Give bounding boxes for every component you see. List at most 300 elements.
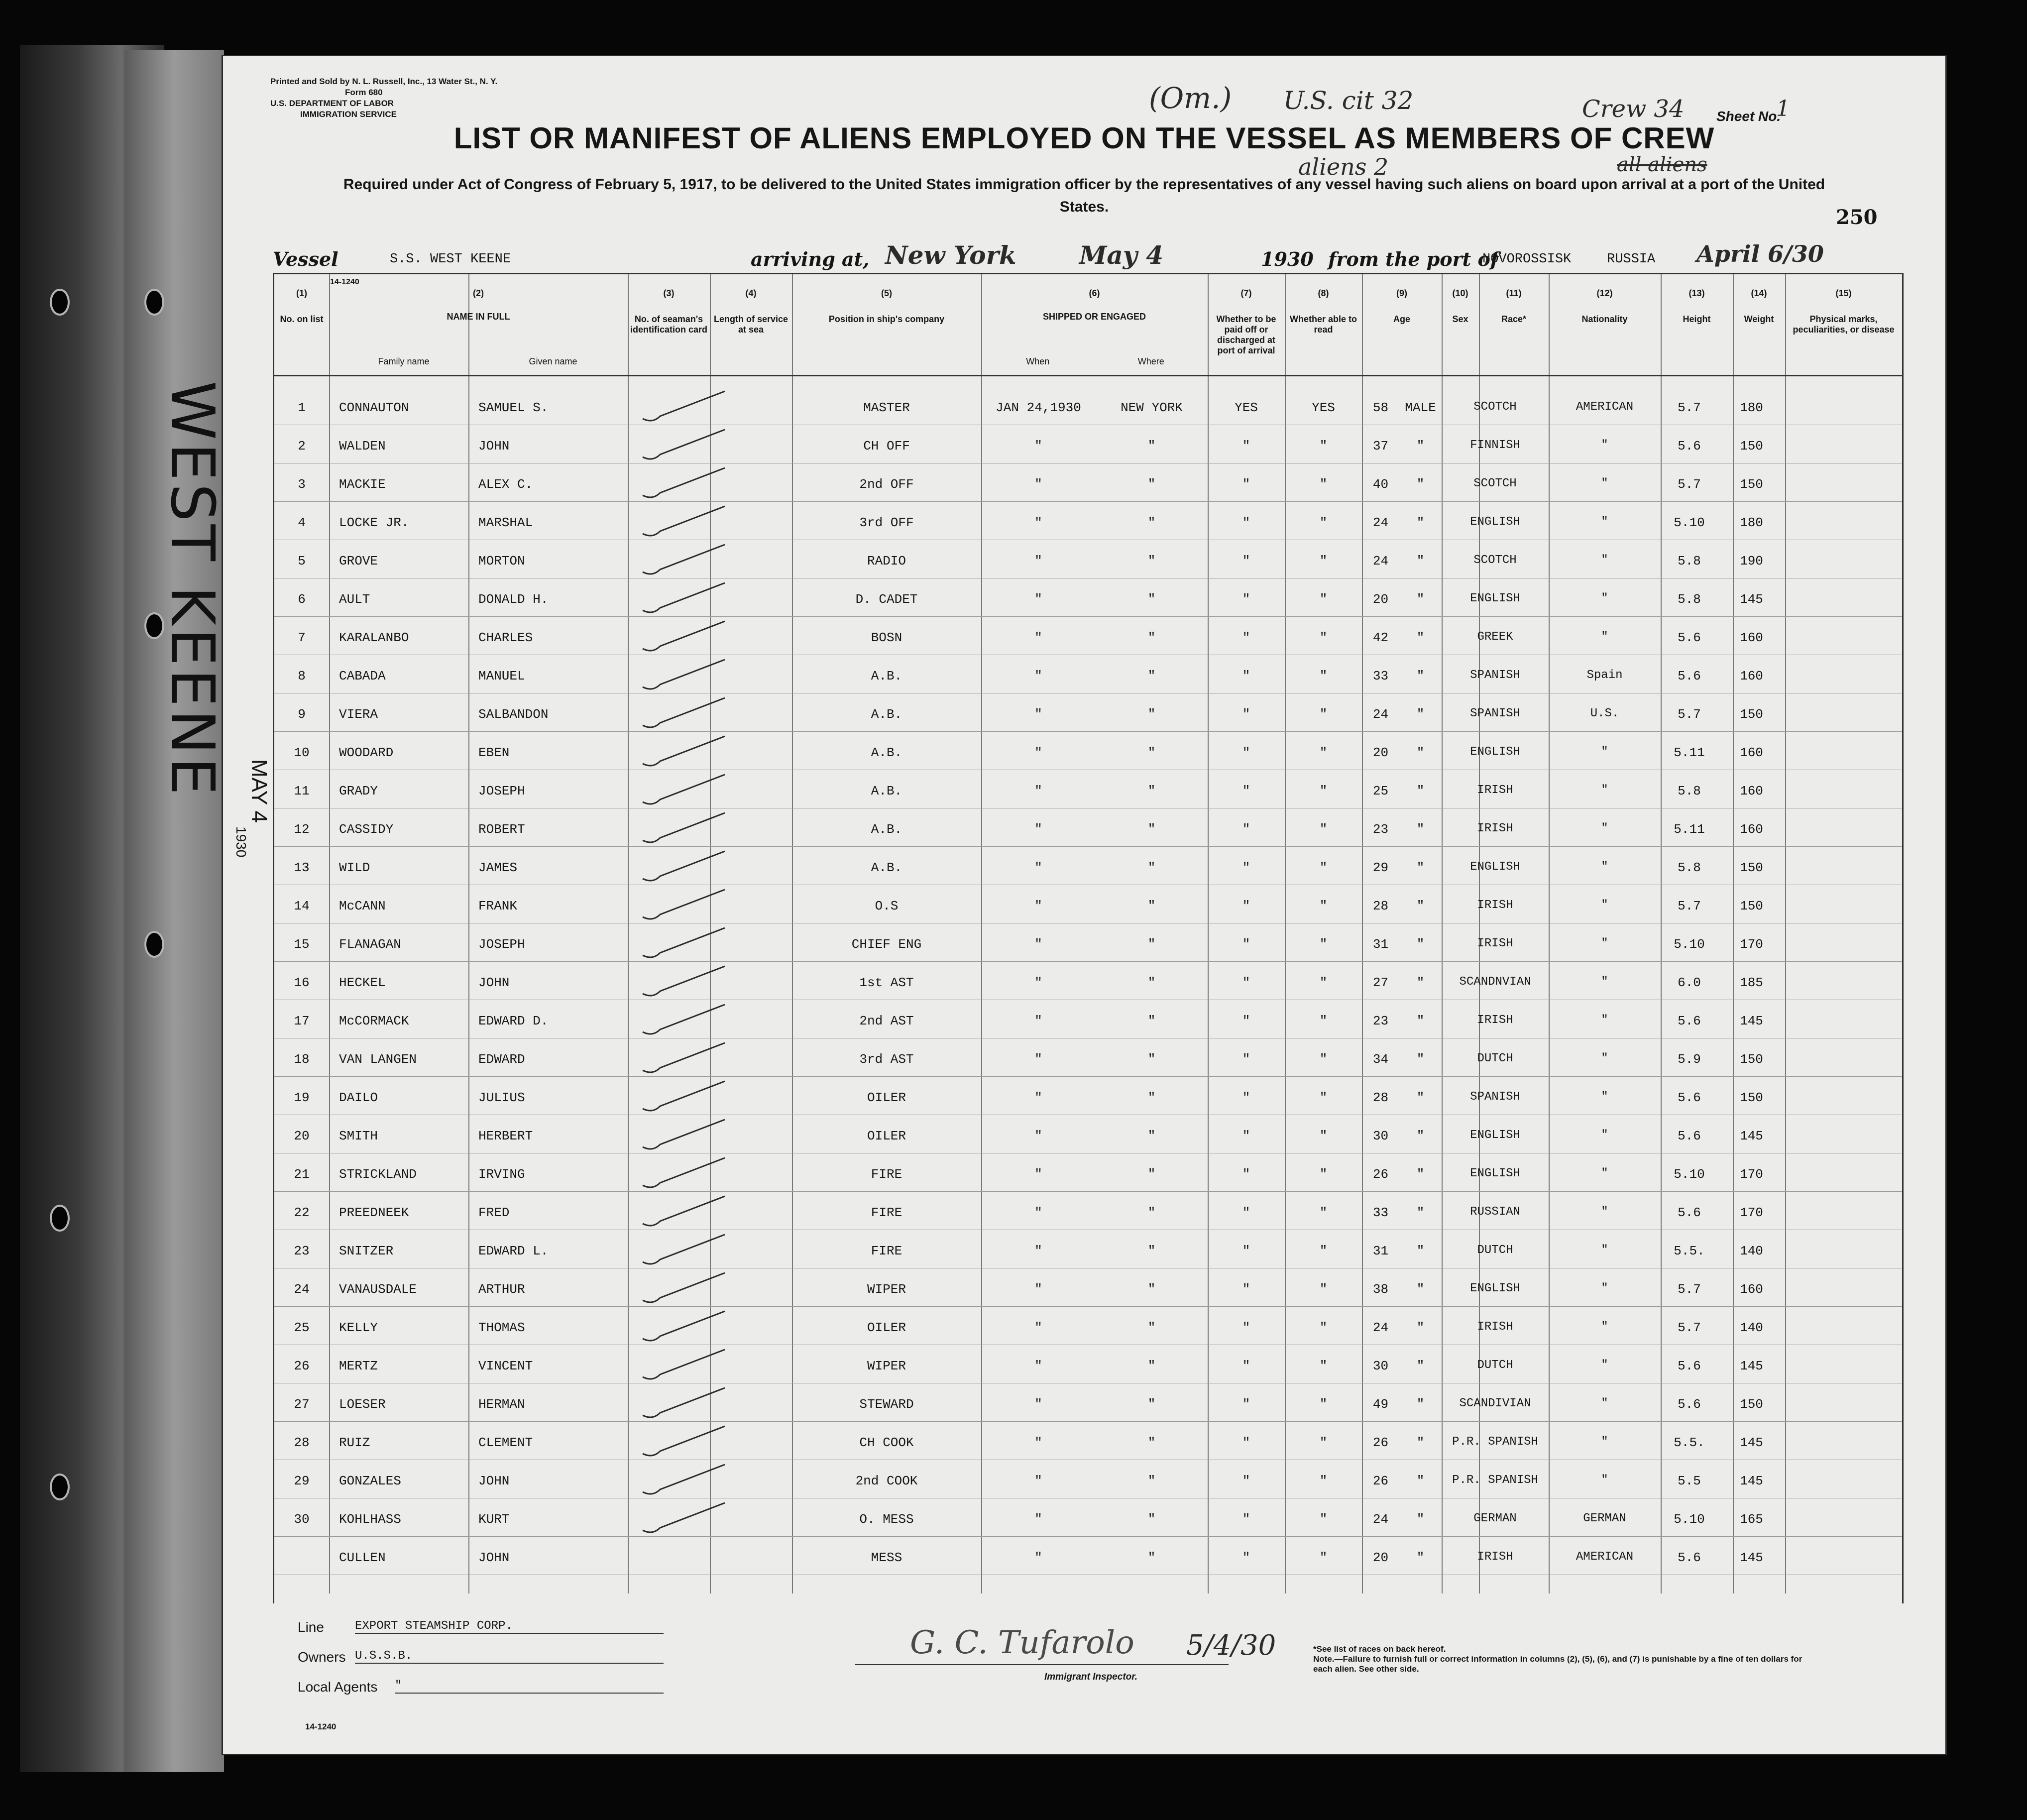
check-mark [640, 619, 730, 654]
cell-when: " [1034, 1397, 1042, 1412]
steamship-line: EXPORT STEAMSHIP CORP. [355, 1619, 664, 1634]
cell-when: " [1034, 860, 1042, 875]
handwritten-aliens-count: aliens 2 [1298, 153, 1389, 180]
check-mark [640, 887, 730, 922]
cell-sex: " [1416, 1359, 1425, 1373]
column-rule [1661, 274, 1662, 1593]
cell-paid: " [1242, 592, 1250, 607]
cell-where: " [1147, 1359, 1156, 1373]
cell-given: DONALD H. [478, 592, 549, 607]
cell-where: " [1147, 1474, 1156, 1488]
cell-no: 3 [298, 477, 306, 492]
cell-race: ENGLISH [1470, 1129, 1520, 1142]
cell-family: KARALANBO [339, 630, 409, 645]
cell-where: " [1147, 899, 1156, 913]
cell-age: 58 [1372, 400, 1389, 415]
cell-age: 25 [1372, 784, 1389, 798]
cell-position: A.B. [871, 707, 902, 722]
check-mark [640, 504, 730, 539]
cell-paid: " [1242, 1167, 1250, 1182]
check-mark [640, 465, 730, 500]
cell-given: JOHN [478, 1474, 510, 1488]
cell-family: FLANAGAN [339, 937, 401, 952]
cell-read: " [1319, 1052, 1328, 1067]
cell-sex: " [1416, 1397, 1425, 1412]
cell-paid: " [1242, 554, 1250, 569]
cell-height: 5.8 [1678, 784, 1701, 798]
cell-sex: " [1416, 899, 1425, 913]
cell-when: " [1034, 439, 1042, 454]
cell-height: 5.11 [1674, 745, 1705, 760]
cell-nationality: " [1601, 1205, 1608, 1219]
cell-where: " [1147, 1550, 1156, 1565]
column-number: (6) [1089, 288, 1100, 298]
cell-family: CULLEN [339, 1550, 386, 1565]
cell-race: ENGLISH [1470, 1282, 1520, 1295]
cell-nationality: " [1601, 1014, 1608, 1027]
cell-no: 20 [294, 1129, 310, 1143]
cell-nationality: " [1601, 1129, 1608, 1142]
cell-height: 5.8 [1678, 554, 1701, 569]
cell-paid: " [1242, 784, 1250, 798]
cell-position: A.B. [871, 784, 902, 798]
cell-when: " [1034, 669, 1042, 683]
cell-position: A.B. [871, 669, 902, 683]
cell-paid: " [1242, 1474, 1250, 1488]
cell-no: 30 [294, 1512, 310, 1527]
cell-nationality: " [1601, 477, 1608, 490]
cell-paid: " [1242, 1014, 1250, 1028]
cell-when: " [1034, 1205, 1042, 1220]
cell-age: 26 [1372, 1474, 1389, 1488]
cell-position: A.B. [871, 745, 902, 760]
check-mark [640, 389, 730, 424]
departure-date: April 6/30 [1696, 240, 1824, 267]
cell-when: " [1034, 1167, 1042, 1182]
check-mark [640, 427, 730, 462]
cell-read: " [1319, 1359, 1328, 1373]
cell-when: " [1034, 592, 1042, 607]
cell-age: 20 [1372, 1550, 1389, 1565]
column-rule [1479, 274, 1480, 1593]
inspector-date: 5/4/30 [1186, 1629, 1276, 1662]
cell-given: JOHN [478, 439, 510, 454]
column-number: (1) [296, 288, 307, 298]
cell-race: IRISH [1477, 1320, 1513, 1334]
cell-paid: " [1242, 822, 1250, 837]
cell-height: 5.6 [1678, 1129, 1701, 1143]
cell-height: 5.10 [1674, 937, 1705, 952]
cell-position: MASTER [863, 400, 910, 415]
cell-read: " [1319, 515, 1328, 530]
cell-position: 3rd AST [859, 1052, 914, 1067]
cell-family: SMITH [339, 1129, 378, 1143]
cell-weight: 140 [1740, 1320, 1763, 1335]
cell-given: JOHN [478, 1550, 510, 1565]
cell-paid: " [1242, 515, 1250, 530]
cell-given: IRVING [478, 1167, 525, 1182]
column-rule [1285, 274, 1286, 1593]
service-label: IMMIGRATION SERVICE [300, 110, 397, 119]
cell-when: " [1034, 477, 1042, 492]
binder-hole [50, 1474, 70, 1500]
cell-given: SALBANDON [478, 707, 549, 722]
column-number: (12) [1596, 288, 1613, 298]
check-mark [640, 925, 730, 960]
column-rule [792, 274, 793, 1593]
cell-given: KURT [478, 1512, 510, 1527]
cell-race: SCANDNVIAN [1459, 975, 1531, 989]
cell-position: 2nd AST [859, 1014, 914, 1028]
cell-no: 26 [294, 1359, 310, 1373]
cell-read: " [1319, 745, 1328, 760]
cell-sex: " [1416, 745, 1425, 760]
cell-paid: YES [1235, 400, 1258, 415]
cell-read: " [1319, 477, 1328, 492]
line-label: Line [298, 1619, 324, 1635]
cell-race: ENGLISH [1470, 860, 1520, 874]
column-rule [1362, 274, 1363, 1593]
column-header: No. on list [280, 314, 324, 324]
cell-weight: 165 [1740, 1512, 1763, 1527]
cell-weight: 185 [1740, 975, 1763, 990]
race-note: *See list of races on back hereof. [1313, 1644, 1446, 1654]
cell-paid: " [1242, 630, 1250, 645]
cell-position: 3rd OFF [859, 515, 914, 530]
cell-family: GONZALES [339, 1474, 401, 1488]
cell-no: 17 [294, 1014, 310, 1028]
cell-given: MANUEL [478, 669, 525, 683]
cell-nationality: " [1601, 1282, 1608, 1295]
cell-paid: " [1242, 937, 1250, 952]
cell-nationality: " [1601, 822, 1608, 835]
cell-paid: " [1242, 1512, 1250, 1527]
column-number: (13) [1689, 288, 1705, 298]
cell-nationality: " [1601, 745, 1608, 759]
column-number: (11) [1506, 288, 1522, 298]
column-header: Physical marks, peculiarities, or disease [1793, 314, 1895, 335]
cell-family: AULT [339, 592, 370, 607]
cell-sex: MALE [1405, 400, 1436, 415]
cell-read: " [1319, 669, 1328, 683]
cell-age: 27 [1372, 975, 1389, 990]
cell-nationality: " [1601, 554, 1608, 567]
column-subheader: Given name [529, 356, 577, 366]
cell-height: 5.10 [1674, 515, 1705, 530]
cell-age: 30 [1372, 1359, 1389, 1373]
cell-when: " [1034, 784, 1042, 798]
cell-given: EBEN [478, 745, 510, 760]
cell-where: " [1147, 707, 1156, 722]
cell-given: JOSEPH [478, 784, 525, 798]
cell-position: 2nd COOK [855, 1474, 918, 1488]
cell-position: OILER [867, 1090, 906, 1105]
cell-family: SNITZER [339, 1244, 394, 1258]
column-number: (3) [663, 288, 675, 298]
cell-weight: 145 [1740, 1014, 1763, 1028]
cell-given: EDWARD L. [478, 1244, 549, 1258]
cell-where: " [1147, 784, 1156, 798]
cell-nationality: Spain [1586, 669, 1623, 682]
cell-family: LOESER [339, 1397, 386, 1412]
cell-given: FRANK [478, 899, 518, 913]
cell-where: " [1147, 1090, 1156, 1105]
cell-read: " [1319, 1397, 1328, 1412]
cell-paid: " [1242, 1205, 1250, 1220]
column-header: No. of seaman's identification card [630, 314, 708, 335]
cell-where: " [1147, 1282, 1156, 1297]
cell-when: " [1034, 1320, 1042, 1335]
cell-where: " [1147, 515, 1156, 530]
cell-where: " [1147, 1435, 1156, 1450]
cell-no: 29 [294, 1474, 310, 1488]
cell-no: 25 [294, 1320, 310, 1335]
cell-weight: 145 [1740, 592, 1763, 607]
cell-height: 5.6 [1678, 1397, 1701, 1412]
cell-age: 33 [1372, 669, 1389, 683]
column-subheader: Where [1137, 356, 1164, 366]
cell-height: 5.7 [1678, 477, 1701, 492]
cell-age: 38 [1372, 1282, 1389, 1297]
cell-sex: " [1416, 937, 1425, 952]
column-header: Position in ship's company [828, 314, 945, 324]
cell-no: 6 [298, 592, 306, 607]
cell-age: 24 [1372, 515, 1389, 530]
cell-where: " [1147, 669, 1156, 683]
cell-age: 29 [1372, 860, 1389, 875]
cell-paid: " [1242, 899, 1250, 913]
cell-given: MORTON [478, 554, 525, 569]
cell-race: ENGLISH [1470, 745, 1520, 759]
inspector-label: Immigrant Inspector. [1044, 1672, 1137, 1682]
cell-race: SCOTCH [1473, 477, 1517, 490]
cell-family: GRADY [339, 784, 378, 798]
column-rule [1208, 274, 1209, 1593]
cell-sex: " [1416, 822, 1425, 837]
cell-read: " [1319, 439, 1328, 454]
cell-paid: " [1242, 477, 1250, 492]
column-rule [1733, 274, 1734, 1593]
cell-position: FIRE [871, 1205, 902, 1220]
vessel-name: S.S. WEST KEENE [390, 252, 511, 267]
cell-nationality: " [1601, 1052, 1608, 1065]
row-rule [274, 1536, 1902, 1537]
cell-race: GREEK [1477, 630, 1513, 644]
cell-nationality: " [1601, 937, 1608, 950]
column-header: Weight [1744, 314, 1774, 324]
cell-no: 2 [298, 439, 306, 454]
cell-no: 5 [298, 554, 306, 569]
cell-family: RUIZ [339, 1435, 370, 1450]
check-mark [640, 1500, 730, 1535]
departure-country: RUSSIA [1607, 252, 1656, 267]
column-rule [1785, 274, 1786, 1593]
binder-hole [144, 931, 164, 958]
row-rule [274, 616, 1902, 617]
footer-form-number: 14-1240 [305, 1722, 337, 1731]
cell-read: " [1319, 1512, 1328, 1527]
row-rule [274, 961, 1902, 962]
cell-when: " [1034, 1014, 1042, 1028]
cell-where: " [1147, 439, 1156, 454]
cell-family: CABADA [339, 669, 386, 683]
cell-read: " [1319, 860, 1328, 875]
cell-where: " [1147, 975, 1156, 990]
cell-age: 40 [1372, 477, 1389, 492]
header-rule [274, 375, 1902, 376]
cell-given: JULIUS [478, 1090, 525, 1105]
cell-sex: " [1416, 1167, 1425, 1182]
check-mark [640, 1079, 730, 1114]
cell-when: " [1034, 975, 1042, 990]
inspector-signature: G. C. Tufarolo [910, 1624, 1134, 1661]
cell-weight: 150 [1740, 860, 1763, 875]
cell-position: D. CADET [855, 592, 918, 607]
cell-sex: " [1416, 592, 1425, 607]
cell-height: 5.5 [1678, 1474, 1701, 1488]
cell-given: THOMAS [478, 1320, 525, 1335]
cell-given: CLEMENT [478, 1435, 533, 1450]
cell-given: CHARLES [478, 630, 533, 645]
cell-height: 5.6 [1678, 669, 1701, 683]
cell-given: HERMAN [478, 1397, 525, 1412]
vessel-stamp: WEST KEENE [157, 381, 226, 798]
cell-family: CONNAUTON [339, 400, 409, 415]
binder-hole [50, 1205, 70, 1232]
cell-paid: " [1242, 745, 1250, 760]
cell-where: " [1147, 1244, 1156, 1258]
cell-weight: 170 [1740, 937, 1763, 952]
cell-paid: " [1242, 1550, 1250, 1565]
cell-family: MACKIE [339, 477, 386, 492]
cell-race: ENGLISH [1470, 1167, 1520, 1180]
binder-strip [124, 50, 224, 1772]
cell-position: OILER [867, 1320, 906, 1335]
cell-sex: " [1416, 707, 1425, 722]
cell-age: 24 [1372, 1512, 1389, 1527]
cell-sex: " [1416, 1129, 1425, 1143]
cell-given: MARSHAL [478, 515, 533, 530]
cell-paid: " [1242, 439, 1250, 454]
check-mark [640, 1002, 730, 1037]
cell-no: 21 [294, 1167, 310, 1182]
cell-when: " [1034, 1052, 1042, 1067]
cell-family: WOODARD [339, 745, 394, 760]
cell-when: JAN 24,1930 [996, 400, 1081, 415]
sheet-label: Sheet No. [1716, 109, 1781, 124]
cell-no: 1 [298, 400, 306, 415]
cell-weight: 150 [1740, 439, 1763, 454]
printer-line: Printed and Sold by N. L. Russell, Inc., 13 Water St., N. Y. [270, 77, 498, 86]
cell-read: " [1319, 822, 1328, 837]
cell-given: SAMUEL S. [478, 400, 549, 415]
cell-height: 5.6 [1678, 1090, 1701, 1105]
cell-race: DUTCH [1477, 1359, 1513, 1372]
column-header: Height [1683, 314, 1711, 324]
cell-race: ENGLISH [1470, 592, 1520, 605]
cell-read: YES [1312, 400, 1335, 415]
column-number: (15) [1835, 288, 1852, 298]
cell-when: " [1034, 1090, 1042, 1105]
cell-height: 5.5. [1674, 1244, 1705, 1258]
cell-age: 37 [1372, 439, 1389, 454]
column-rule [468, 274, 469, 1593]
cell-position: 2nd OFF [859, 477, 914, 492]
cell-height: 5.7 [1678, 1320, 1701, 1335]
cell-read: " [1319, 707, 1328, 722]
sheet-number: 1 [1776, 96, 1790, 121]
cell-position: O. MESS [859, 1512, 914, 1527]
cell-age: 23 [1372, 1014, 1389, 1028]
cell-when: " [1034, 1129, 1042, 1143]
cell-weight: 170 [1740, 1205, 1763, 1220]
cell-where: " [1147, 477, 1156, 492]
cell-when: " [1034, 822, 1042, 837]
check-mark [640, 810, 730, 845]
column-number: (8) [1318, 288, 1329, 298]
cell-no: 27 [294, 1397, 310, 1412]
cell-weight: 160 [1740, 822, 1763, 837]
column-number: (5) [881, 288, 892, 298]
cell-age: 28 [1372, 1090, 1389, 1105]
cell-nationality: " [1601, 1474, 1608, 1487]
cell-height: 5.7 [1678, 707, 1701, 722]
cell-where: " [1147, 745, 1156, 760]
cell-no: 18 [294, 1052, 310, 1067]
cell-race: P.R. SPANISH [1452, 1435, 1538, 1449]
cell-age: 31 [1372, 937, 1389, 952]
check-mark [640, 1385, 730, 1420]
cell-no: 9 [298, 707, 306, 722]
cell-weight: 150 [1740, 1052, 1763, 1067]
owners: U.S.S.B. [355, 1649, 664, 1664]
cell-nationality: " [1601, 1435, 1608, 1449]
cell-no: 13 [294, 860, 310, 875]
column-number: (9) [1396, 288, 1407, 298]
binder-hole [50, 289, 70, 316]
column-header: Length of service at sea [713, 314, 788, 335]
check-mark [640, 1270, 730, 1305]
check-mark [640, 734, 730, 769]
cell-height: 5.11 [1674, 822, 1705, 837]
check-mark [640, 1347, 730, 1382]
cell-sex: " [1416, 975, 1425, 990]
check-mark [640, 1424, 730, 1459]
cell-sex: " [1416, 477, 1425, 492]
check-mark [640, 1462, 730, 1497]
cell-race: IRISH [1477, 1014, 1513, 1027]
cell-family: VANAUSDALE [339, 1282, 417, 1297]
arriving-label: arriving at, [751, 248, 870, 270]
cell-given: EDWARD [478, 1052, 525, 1067]
stamp-year: 1930 [233, 826, 249, 858]
check-mark [640, 695, 730, 730]
cell-nationality: " [1601, 1320, 1608, 1334]
vessel-label: Vessel [273, 248, 338, 270]
cell-height: 5.6 [1678, 1359, 1701, 1373]
cell-sex: " [1416, 630, 1425, 645]
cell-given: ARTHUR [478, 1282, 525, 1297]
cell-height: 5.7 [1678, 400, 1701, 415]
cell-weight: 150 [1740, 899, 1763, 913]
department-label: U.S. DEPARTMENT OF LABOR [270, 99, 394, 108]
cell-where: " [1147, 1320, 1156, 1335]
form-number: 14-1240 [330, 278, 359, 286]
cell-age: 31 [1372, 1244, 1389, 1258]
cell-family: CASSIDY [339, 822, 394, 837]
from-port-label: from the port of [1328, 248, 1499, 270]
cell-sex: " [1416, 1320, 1425, 1335]
